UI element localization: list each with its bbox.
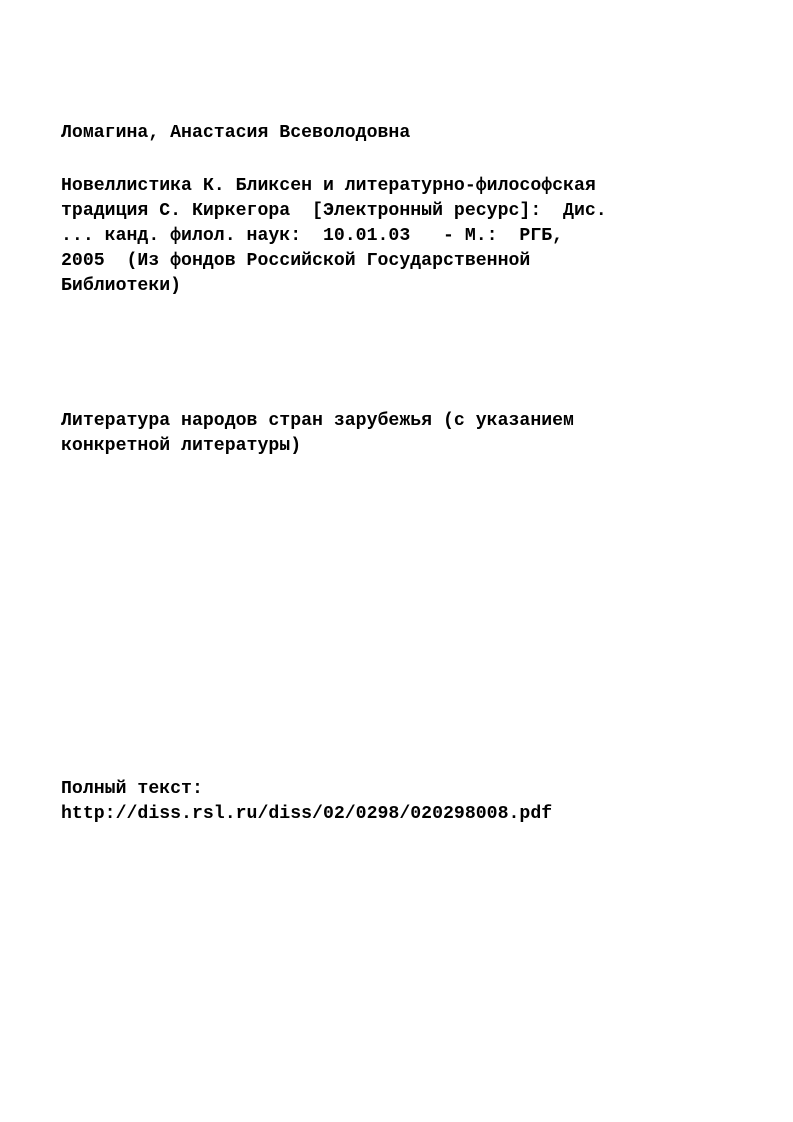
title-line: 2005 (Из фондов Российской Государственной [61, 251, 531, 271]
specialty-block [61, 409, 761, 459]
specialty-line: Литература народов стран зарубежья (с указанием [61, 411, 574, 431]
fulltext-label: Полный текст: [61, 779, 203, 799]
title-line: Новеллистика К. Бликсен и литературно-философская [61, 176, 596, 196]
fulltext-url: http://diss.rsl.ru/diss/02/0298/020298008.pdf [61, 804, 553, 824]
title-line: традиция С. Киркегора [Электронный ресурс]: Дис. [61, 201, 607, 221]
specialty-line: конкретной литературы) [61, 436, 302, 456]
bibliographic-description [61, 174, 761, 299]
title-line: Библиотеки) [61, 276, 182, 296]
fulltext-block [61, 777, 761, 827]
author-block [61, 121, 761, 146]
title-line: ... канд. филол. наук: 10.01.03 - М.: РГБ, [61, 226, 564, 246]
author-name: Ломагина, Анастасия Всеволодовна [61, 123, 411, 143]
